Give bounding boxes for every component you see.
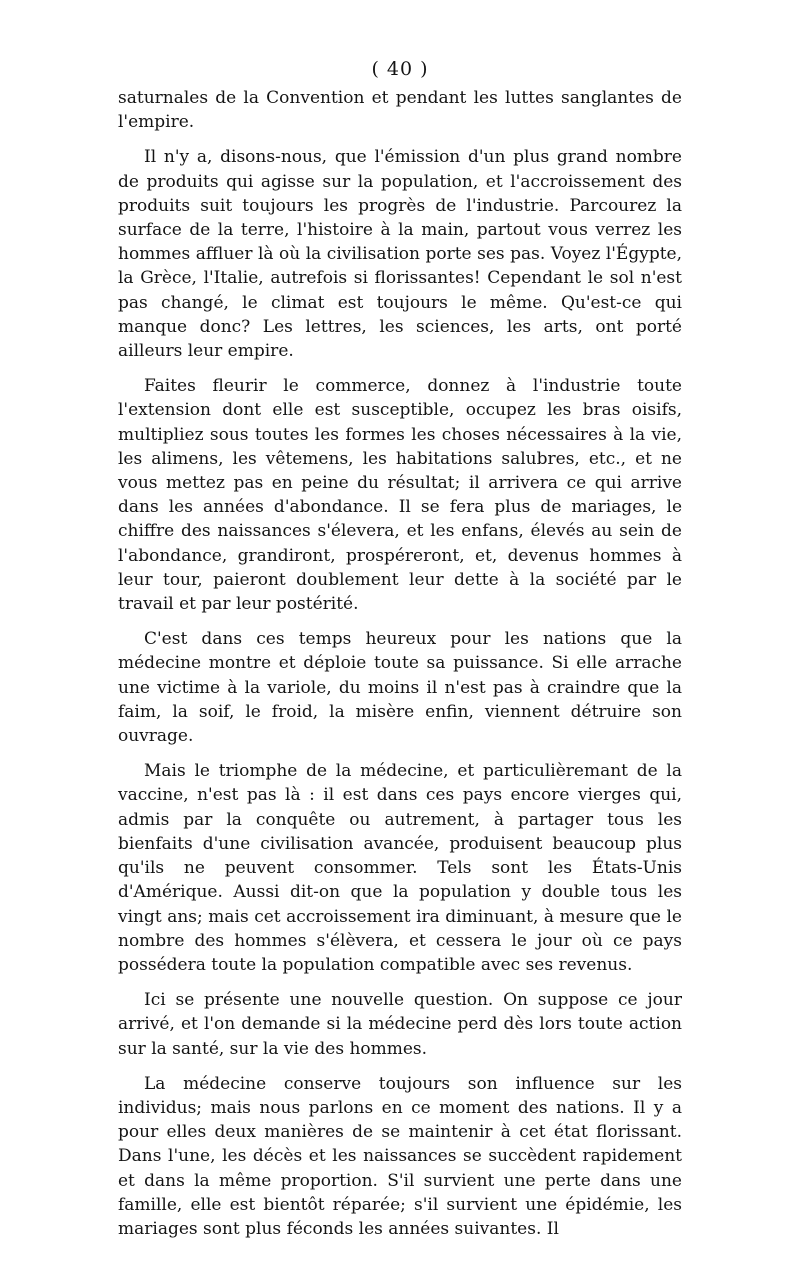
paragraph-2: Il n'y a, disons-nous, que l'émission d'un plus grand nombre de produits qui agisse sur la population, et l'accroissement des produits suit toujours les progrès de l'industrie. Parcourez la surface de la terre, l'histoire à la main, partout vous verrez les hommes affluer là où la civilisation porte ses pas. Voyez l'Égypte, la Grèce, l'Italie, autrefois si florissantes! Cependant le sol n'est pas changé, le climat est toujours le même. Qu'est-ce qui manque donc? Les lettres, les sciences, les arts, ont porté ailleurs leur empire. — [118, 147, 682, 362]
paragraph-5: Mais le triomphe de la médecine, et particulièremant de la vaccine, n'est pas là : il est dans ces pays encore vierges qui, admis par la conquête ou autrement, à partager tous les bienfaits d'une civilisation avancée, produisent beaucoup plus qu'ils ne peuvent consommer. Tels sont les États-Unis d'Amérique. Aussi dit-on que la population y double tous les vingt ans; mais cet accroissement ira diminuant, à mesure que le nombre des hommes s'élèvera, et cessera le jour où ce pays possédera toute la population compatible avec ses revenus. — [118, 761, 682, 975]
paragraph-1: saturnales de la Convention et pendant les luttes sanglantes de l'empire. — [118, 88, 682, 133]
paragraph-7: La médecine conserve toujours son influence sur les individus; mais nous parlons en ce moment des nations. Il y a pour elles deux manières de se maintenir à cet état florissant. Dans l'une, les décès et les naissances se succèdent rapidement et dans la même proportion. S'il survient une perte dans une famille, elle est bientôt réparée; s'il survient une épidémie, les mariages sont plus féconds les années suivantes. Il — [118, 1073, 682, 1239]
paragraph-4: C'est dans ces temps heureux pour les nations que la médecine montre et déploie toute sa puissance. Si elle arrache une victime à la variole, du moins il n'est pas à craindre que la faim, la soif, le froid, la misère enfin, viennent détruire son ouvrage. — [118, 629, 682, 747]
body-text — [118, 86, 682, 1241]
paragraph-3: Faites fleurir le commerce, donnez à l'industrie toute l'extension dont elle est susceptible, occupez les bras oisifs, multipliez sous toutes les formes les choses nécessaires à la vie, les alimens, les vêtemens, les habitations salubres, etc., et ne vous mettez pas en peine du résultat; il arrivera ce qui arrive dans les années d'abondance. Il se fera plus de mariages, le chiffre des naissances s'élevera, et les enfans, élevés au sein de l'abondance, grandiront, prospéreront, et, devenus hommes à leur tour, paieront doublement leur dette à la société par le travail et par leur postérité. — [118, 376, 682, 615]
page-number: ( 40 ) — [371, 58, 429, 80]
paragraph-6: Ici se présente une nouvelle question. On suppose ce jour arrivé, et l'on demande si la médecine perd dès lors toute action sur la santé, sur la vie des hommes. — [118, 990, 682, 1059]
